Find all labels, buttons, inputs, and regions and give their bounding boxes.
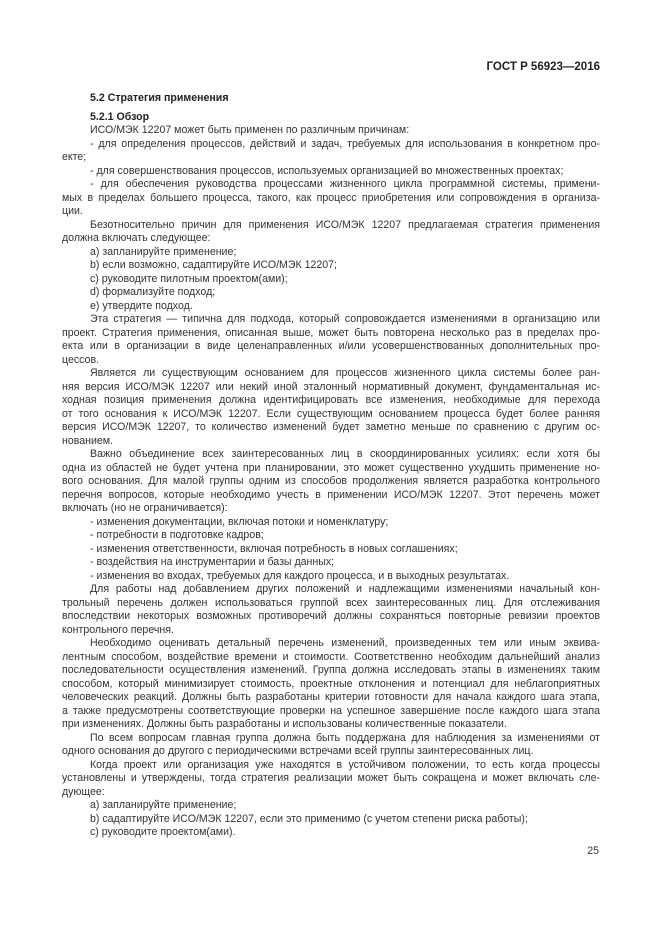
text-line: одного основания до другого с периодическими встречами всей группы заинтересованных лиц. (62, 745, 534, 757)
paragraph (62, 300, 600, 314)
paragraph (62, 759, 600, 800)
paragraph (62, 367, 600, 448)
text-line: впоследствии некоторых возможных противоречий должны сохраняться повторные ревизии проектов (62, 610, 600, 622)
text-line: ции. (62, 205, 83, 217)
paragraph (62, 556, 600, 570)
text-line: от того основания к ИСО/МЭК 12207. Если существующим основанием процесса будет более ранняя (62, 407, 600, 420)
paragraph (62, 732, 600, 759)
paragraph (62, 529, 600, 543)
text-line: - потребности в подготовке кадров; (90, 529, 264, 541)
text-line: а также предусмотрены соответствующие проверки на успешное завершение после каждого шага этапа (62, 704, 600, 717)
paragraph (62, 273, 600, 287)
paragraph (62, 813, 600, 827)
text-line: способом, который минимизирует стоимость, проектные отклонения и потенциал для неблагоприятных (62, 677, 600, 690)
text-line: a) запланируйте применение; (90, 799, 237, 811)
text-line: - воздействия на инструментарии и базы данных; (90, 556, 335, 568)
text-line: нованием. (62, 434, 114, 447)
text-line: - для совершенствования процессов, используемых организацией во множественных проектах; (90, 164, 564, 177)
text-line: - для определения процессов, действий и задач, требуемых для использования в конкретном про- (90, 137, 600, 150)
text-line: Необходимо оценивать детальный перечень изменений, произведенных тем или иным эквива- (90, 637, 600, 649)
paragraph (62, 124, 600, 138)
text-line: должна включать следующее: (62, 232, 211, 244)
document-header-id: ГОСТ Р 56923—2016 (486, 61, 600, 73)
text-line: Когда проект или организация уже находятся в устойчивом положении, то есть когда процессы (90, 758, 600, 771)
text-line: контрольного перечня. (62, 623, 174, 636)
text-line: установлены и утверждены, тогда стратегия реализации может быть сокращена и может включать сле- (62, 772, 600, 784)
text-line: включать (но не ограничивается): (62, 502, 228, 514)
text-line: человеческих реакций. Должны быть разработаны критерии готовности для начала каждого шага этапа, (62, 691, 600, 703)
document-body (62, 92, 600, 840)
text-line: По всем вопросам главная группа должна быть поддержана для наблюдения за изменениями от (90, 731, 600, 744)
paragraph (62, 178, 600, 219)
text-line: - для обеспечения руководства процессами жизненного цикла программной системы, примени- (90, 178, 600, 190)
text-line: b) садаптируйте ИСО/МЭК 12207, если это применимо (с учетом степени риска работы); (90, 812, 528, 825)
text-line: мых в пределах большего процесса, такого, как процесс приобретения или сопровождения в организа- (62, 191, 600, 204)
text-line: перечня вопросов, которые необходимо учесть в применении ИСО/МЭК 12207. Этот перечень может (62, 488, 600, 501)
text-line: - изменения во входах, требуемых для каждого процесса, и в выходных результатах. (90, 569, 510, 582)
text-line: няя версия ИСО/МЭК 12207 или некий иной эталонный нормативный документ, фундаментальная ис- (62, 380, 600, 393)
text-line: 5.2.1 Обзор (90, 110, 150, 123)
text-line: Для работы над добавлением других положений и надлежащими изменениями начальный кон- (90, 583, 600, 595)
paragraph (62, 138, 600, 165)
page-number: 25 (587, 845, 599, 857)
text-line: цессов. (62, 353, 100, 366)
text-line: Безотносительно причин для применения ИСО/МЭК 12207 предлагаемая стратегия применения (90, 218, 600, 231)
text-line: дующее: (62, 785, 105, 798)
text-line: Является ли существующим основанием для процессов жизненного цикла системы более ран- (90, 367, 600, 379)
text-line: при изменениях. Должны быть разработаны и использованы количественные показатели. (62, 718, 507, 730)
text-line: Эта стратегия — типична для подхода, который сопровождается изменениями в организацию или (90, 313, 600, 325)
paragraph (62, 583, 600, 637)
text-line: ИСО/МЭК 12207 может быть применен по различным причинам: (90, 124, 410, 136)
text-line: екта или в организации в виде целенаправленных и/или усовершенствованных дополнительных про- (62, 340, 600, 352)
paragraph (62, 826, 600, 840)
text-line: одна из областей не будет учтена при планировании, это может существенно ухудшить применение но- (62, 461, 600, 474)
section-heading (62, 111, 600, 125)
paragraph (62, 259, 600, 273)
text-line: последовательности осуществления изменений. Группа должна исследовать этапы в изменениях таким (62, 664, 600, 676)
text-line: лентным способом, воздействие времени и стоимости. Соответственно необходим дальнейший анализ (62, 650, 600, 663)
text-line: c) руководите пилотным проектом(ами); (90, 272, 288, 285)
section-heading (62, 92, 600, 106)
text-line: екте; (62, 151, 87, 163)
text-line: 5.2 Стратегия применения (90, 92, 229, 104)
text-line: версия ИСО/МЭК 12207, то количество изменений будет заметно меньше по сравнению с другим ос- (62, 421, 600, 433)
paragraph (62, 313, 600, 367)
paragraph (62, 219, 600, 246)
text-line: d) формализуйте подход; (90, 286, 216, 298)
text-line: - изменения ответственности, включая потребность в новых соглашениях; (90, 542, 458, 555)
paragraph (62, 165, 600, 179)
paragraph (62, 286, 600, 300)
text-line: проект. Стратегия применения, описанная выше, может быть повторена несколько раз в пределах про- (62, 326, 600, 339)
text-line: трольный перечень должен использоваться группой всех заинтересованных лиц. Для отслеживания (62, 596, 600, 609)
paragraph (62, 570, 600, 584)
paragraph (62, 448, 600, 516)
paragraph (62, 543, 600, 557)
text-line: - изменения документации, включая потоки и номенклатуру; (90, 515, 389, 528)
paragraph (62, 637, 600, 732)
paragraph (62, 516, 600, 530)
text-line: ходная позиция применения должна идентифицировать все изменения, необходимые для перехода (62, 394, 600, 406)
text-line: e) утвердите подход. (90, 299, 193, 312)
text-line: Важно объединение всех заинтересованных лиц в скоординированных усилиях: если хотя бы (90, 448, 600, 460)
text-line: c) руководите проектом(ами). (90, 826, 236, 838)
text-line: вого основания. Для малой группы одним из способов продолжения является разработка контрольного (62, 475, 600, 487)
text-line: b) если возможно, садаптируйте ИСО/МЭК 12207; (90, 259, 337, 271)
paragraph (62, 246, 600, 260)
paragraph (62, 799, 600, 813)
text-line: a) запланируйте применение; (90, 245, 237, 258)
